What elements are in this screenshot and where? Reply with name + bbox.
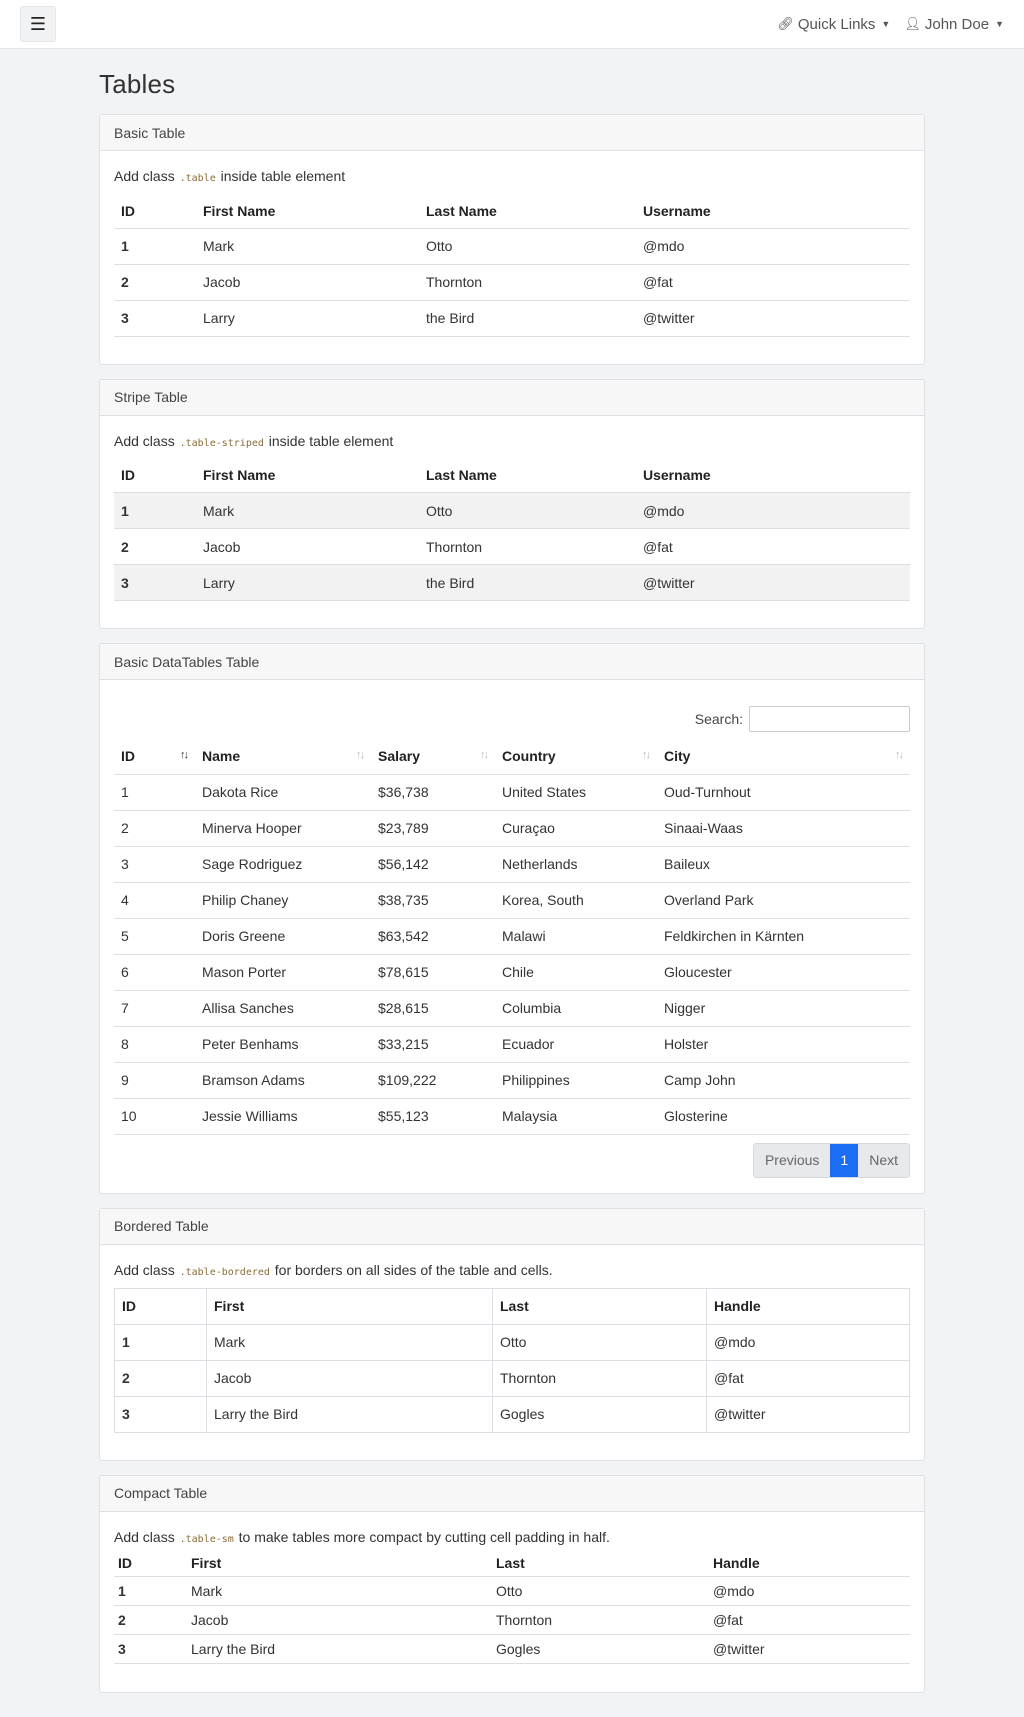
table-row xyxy=(114,846,910,882)
compact-table-card xyxy=(99,1475,925,1694)
table-cell: Netherlands xyxy=(495,846,657,882)
table-cell: 10 xyxy=(114,1098,195,1134)
table-cell: 2 xyxy=(114,810,195,846)
table-cell: @fat xyxy=(636,529,910,565)
table-cell: Sinaai-Waas xyxy=(657,810,910,846)
table-cell: @fat xyxy=(707,1360,910,1396)
table-cell: Larry the Bird xyxy=(187,1635,492,1664)
table-cell: Larry xyxy=(196,300,419,336)
caret-down-icon: ▼ xyxy=(881,19,891,29)
table-cell: Dakota Rice xyxy=(195,774,371,810)
table-cell: United States xyxy=(495,774,657,810)
table-row xyxy=(114,954,910,990)
next-page-button[interactable]: Next xyxy=(858,1144,909,1177)
column-header: Last xyxy=(493,1288,707,1324)
table-cell: Mark xyxy=(196,493,419,529)
sort-icon: ↑↓ xyxy=(642,749,649,761)
table-cell: Thornton xyxy=(493,1360,707,1396)
card-description: Add class .table inside table element xyxy=(114,168,346,184)
table-cell: 8 xyxy=(114,1026,195,1062)
table-cell: $55,123 xyxy=(371,1098,495,1134)
column-header: Username xyxy=(636,194,910,228)
table-cell: Gogles xyxy=(493,1396,707,1432)
caret-down-icon: ▼ xyxy=(995,19,1004,29)
column-header: Username xyxy=(636,459,910,493)
column-header: First xyxy=(187,1550,492,1577)
table-cell: Bramson Adams xyxy=(195,1062,371,1098)
table-cell: @fat xyxy=(636,264,910,300)
table-cell: $56,142 xyxy=(371,846,495,882)
table-cell: Mark xyxy=(187,1577,492,1606)
card-description: Add class .table-striped inside table element xyxy=(114,432,394,449)
table-row xyxy=(115,1360,910,1396)
hamburger-menu-button[interactable] xyxy=(20,6,56,42)
table-cell: $38,735 xyxy=(371,882,495,918)
table-cell: Nigger xyxy=(657,990,910,1026)
card-description: Add class .table-sm to make tables more compact by cutting cell padding in half. xyxy=(114,1528,610,1545)
sort-icon: ↑↓ xyxy=(356,749,363,761)
table-cell: Otto xyxy=(419,228,636,264)
table-cell: 9 xyxy=(114,1062,195,1098)
table-cell: 7 xyxy=(114,990,195,1026)
column-header: Handle xyxy=(707,1288,910,1324)
table-cell: 1 xyxy=(115,1324,207,1360)
table-cell: @twitter xyxy=(709,1635,910,1664)
table-cell: @mdo xyxy=(636,493,910,529)
table-cell: Sage Rodriguez xyxy=(195,846,371,882)
card-header: Stripe Table xyxy=(100,380,924,416)
navbar-right xyxy=(777,16,1004,33)
table-cell: 1 xyxy=(114,774,195,810)
sortable-column-name[interactable]: Name ↑↓ xyxy=(195,738,371,774)
main-content xyxy=(99,69,925,1693)
sortable-column-country[interactable]: Country ↑↓ xyxy=(495,738,657,774)
code-snippet: .table-sm xyxy=(179,1533,234,1545)
search-input[interactable] xyxy=(749,706,910,732)
table-cell: Korea, South xyxy=(495,882,657,918)
datatable xyxy=(114,738,910,1135)
code-snippet: .table-bordered xyxy=(179,1266,270,1278)
table-cell: Columbia xyxy=(495,990,657,1026)
column-header: ID xyxy=(114,1550,187,1577)
table-cell: $33,215 xyxy=(371,1026,495,1062)
table-cell: Philip Chaney xyxy=(195,882,371,918)
table-cell: Thornton xyxy=(419,264,636,300)
table-cell: Peter Benhams xyxy=(195,1026,371,1062)
table-row xyxy=(114,1062,910,1098)
table-cell: Mark xyxy=(196,228,419,264)
card-header: Basic DataTables Table xyxy=(100,644,924,680)
table-row xyxy=(115,1396,910,1432)
table-cell: $36,738 xyxy=(371,774,495,810)
column-header: Last Name xyxy=(419,459,636,493)
table-cell: Mark xyxy=(207,1324,493,1360)
link-icon: 🔗︎ xyxy=(777,16,794,31)
table-cell: Otto xyxy=(492,1577,709,1606)
user-icon: 👤︎ xyxy=(904,16,921,31)
table-cell: @twitter xyxy=(707,1396,910,1432)
striped-table xyxy=(114,459,910,602)
table-cell: the Bird xyxy=(419,565,636,601)
column-header: ID xyxy=(114,459,196,493)
table-row xyxy=(114,565,910,601)
bordered-table-card xyxy=(99,1208,925,1461)
table-cell: Jacob xyxy=(207,1360,493,1396)
table-cell: 4 xyxy=(114,882,195,918)
card-header: Basic Table xyxy=(100,115,924,151)
table-cell: Malawi xyxy=(495,918,657,954)
table-cell: @fat xyxy=(709,1606,910,1635)
table-cell: Camp John xyxy=(657,1062,910,1098)
table-cell: 5 xyxy=(114,918,195,954)
table-cell: Ecuador xyxy=(495,1026,657,1062)
bordered-table xyxy=(114,1288,910,1433)
user-name-label: John Doe xyxy=(924,15,990,33)
quick-links-label: Quick Links xyxy=(797,15,876,33)
table-cell: 2 xyxy=(115,1360,207,1396)
code-snippet: .table xyxy=(179,173,216,184)
table-cell: Philippines xyxy=(495,1062,657,1098)
table-cell: Gloucester xyxy=(657,954,910,990)
table-cell: Allisa Sanches xyxy=(195,990,371,1026)
table-cell: Holster xyxy=(657,1026,910,1062)
table-cell: 1 xyxy=(114,493,196,529)
table-cell: Otto xyxy=(493,1324,707,1360)
table-cell: 3 xyxy=(114,1635,187,1664)
page-1-button[interactable]: 1 xyxy=(830,1144,858,1177)
table-cell: @mdo xyxy=(636,228,910,264)
table-cell: Thornton xyxy=(492,1606,709,1635)
basic-table-card xyxy=(99,114,925,365)
sortable-column-salary[interactable]: Salary ↑↓ xyxy=(371,738,495,774)
table-row xyxy=(114,1577,910,1606)
pagination xyxy=(114,1143,910,1178)
table-cell: Larry xyxy=(196,565,419,601)
table-cell: Baileux xyxy=(657,846,910,882)
table-cell: $23,789 xyxy=(371,810,495,846)
table-cell: 3 xyxy=(114,300,196,336)
table-cell: Curaçao xyxy=(495,810,657,846)
previous-page-button[interactable]: Previous xyxy=(754,1144,830,1177)
table-row xyxy=(114,882,910,918)
table-cell: Doris Greene xyxy=(195,918,371,954)
table-cell: 6 xyxy=(114,954,195,990)
table-cell: Jessie Williams xyxy=(195,1098,371,1134)
table-cell: @mdo xyxy=(707,1324,910,1360)
table-cell: Larry the Bird xyxy=(207,1396,493,1432)
card-header: Bordered Table xyxy=(100,1209,924,1245)
table-row xyxy=(114,990,910,1026)
table-cell: the Bird xyxy=(419,300,636,336)
column-header: Last Name xyxy=(419,194,636,228)
code-snippet: .table-striped xyxy=(179,437,264,449)
table-cell: Chile xyxy=(495,954,657,990)
card-description: Add class .table-bordered for borders on all sides of the table and cells. xyxy=(114,1261,553,1278)
table-cell: 1 xyxy=(114,228,196,264)
card-header: Compact Table xyxy=(100,1476,924,1512)
table-row xyxy=(114,1606,910,1635)
table-cell: $28,615 xyxy=(371,990,495,1026)
sort-ascending-icon: ↑↓ xyxy=(180,749,187,761)
datatable-search xyxy=(114,706,910,732)
column-header: ID xyxy=(115,1288,207,1324)
table-cell: Gogles xyxy=(492,1635,709,1664)
table-row xyxy=(114,264,910,300)
compact-table xyxy=(114,1550,910,1665)
table-cell: @twitter xyxy=(636,300,910,336)
table-cell: 3 xyxy=(115,1396,207,1432)
table-row xyxy=(114,1026,910,1062)
user-dropdown[interactable] xyxy=(904,16,1004,33)
table-cell: 3 xyxy=(114,565,196,601)
table-cell: Jacob xyxy=(196,264,419,300)
table-row xyxy=(114,300,910,336)
table-cell: Jacob xyxy=(196,529,419,565)
table-cell: $78,615 xyxy=(371,954,495,990)
column-header: Handle xyxy=(709,1550,910,1577)
table-cell: $109,222 xyxy=(371,1062,495,1098)
table-cell: @twitter xyxy=(636,565,910,601)
table-row xyxy=(114,228,910,264)
table-cell: 3 xyxy=(114,846,195,882)
table-cell: Jacob xyxy=(187,1606,492,1635)
column-header: First Name xyxy=(196,459,419,493)
table-cell: Thornton xyxy=(419,529,636,565)
table-cell: Glosterine xyxy=(657,1098,910,1134)
column-header: First xyxy=(207,1288,493,1324)
quick-links-dropdown[interactable] xyxy=(777,16,890,33)
table-row xyxy=(114,810,910,846)
search-label: Search: xyxy=(694,711,743,727)
table-row xyxy=(114,1635,910,1664)
table-row xyxy=(114,1098,910,1134)
table-cell: Minerva Hooper xyxy=(195,810,371,846)
sortable-column-id[interactable]: ID ↑↓ xyxy=(114,738,195,774)
table-cell: 1 xyxy=(114,1577,187,1606)
table-cell: Oud-Turnhout xyxy=(657,774,910,810)
top-navbar xyxy=(0,0,1024,49)
table-cell: 2 xyxy=(114,264,196,300)
sort-icon: ↑↓ xyxy=(480,749,487,761)
sort-icon: ↑↓ xyxy=(895,749,902,761)
basic-table xyxy=(114,194,910,337)
table-row xyxy=(114,774,910,810)
table-row xyxy=(114,918,910,954)
table-cell: Otto xyxy=(419,493,636,529)
datatables-card xyxy=(99,643,925,1194)
table-cell: $63,542 xyxy=(371,918,495,954)
table-row xyxy=(114,529,910,565)
table-cell: 2 xyxy=(114,1606,187,1635)
hamburger-icon: ☰ xyxy=(29,13,47,34)
table-row xyxy=(114,493,910,529)
table-cell: Mason Porter xyxy=(195,954,371,990)
table-cell: Feldkirchen in Kärnten xyxy=(657,918,910,954)
table-row xyxy=(115,1324,910,1360)
column-header: ID xyxy=(114,194,196,228)
table-cell: 2 xyxy=(114,529,196,565)
sortable-column-city[interactable]: City ↑↓ xyxy=(657,738,910,774)
table-cell: @mdo xyxy=(709,1577,910,1606)
table-cell: Overland Park xyxy=(657,882,910,918)
stripe-table-card xyxy=(99,379,925,630)
page-title: Tables xyxy=(99,69,176,99)
column-header: First Name xyxy=(196,194,419,228)
column-header: Last xyxy=(492,1550,709,1577)
table-cell: Malaysia xyxy=(495,1098,657,1134)
